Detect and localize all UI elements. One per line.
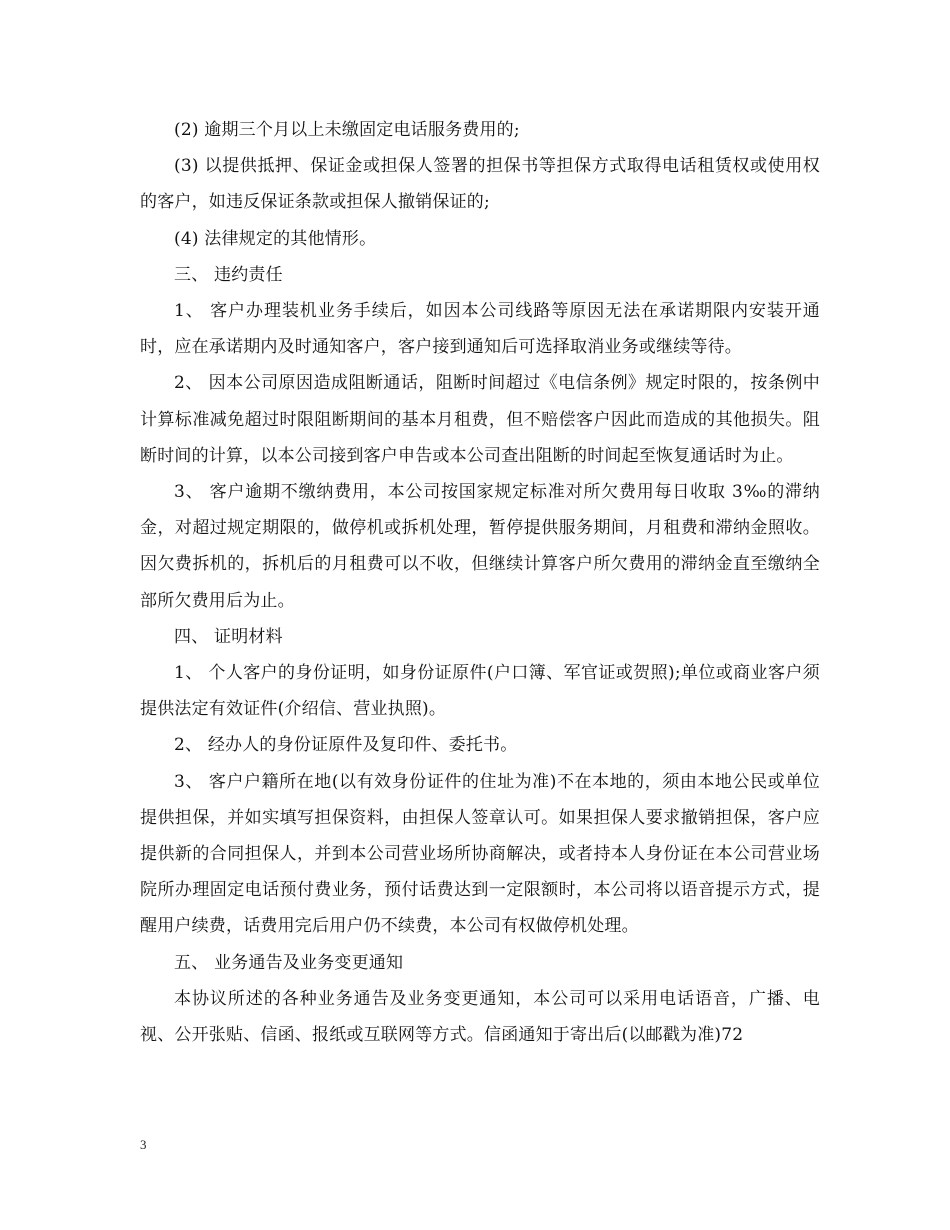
section-heading-documents: 四、 证明材料 — [174, 626, 283, 647]
paragraph-breach-2: 2、 因本公司原因造成阻断通话，阻断时间超过《电信条例》规定时限的，按条例中计算标准减免超过时限阻断期间的基本月租费，但不赔偿客户因此而造成的其他损失。阻断时间的计算，以本公司接到客户申告或本公司查出阻断的时间起至恢复通话时为止。 — [140, 373, 820, 466]
paragraph-documents-3: 3、 客户户籍所在地(以有效身份证件的住址为准)不在本地的，须由本地公民或单位提供担保，并如实填写担保资料，由担保人签章认可。如果担保人要求撤销担保，客户应提供新的合同担保人，并到本公司营业场所协商解决，或者持本人身份证在本公司营业场院所办理固定电话预付费业务，预付话费达到一定限额时，本公司将以语音提示方式，提醒用户续费，话费用完后用户仍不续费，本公司有权做停机处理。 — [140, 771, 820, 937]
paragraph-documents-2: 2、 经办人的身份证原件及复印件、委托书。 — [174, 735, 518, 756]
paragraph-item-2-overdue: (2) 逾期三个月以上未缴固定电话服务费用的; — [174, 120, 520, 140]
paragraph-notices: 本协议所述的各种业务通告及业务变更通知，本公司可以采用电话语音，广播、电视、公开张贴、信函、报纸或互联网等方式。信函通知于寄出后(以邮戳为准)72 — [140, 988, 820, 1046]
paragraph-item-3-guarantee: (3) 以提供抵押、保证金或担保人签署的担保书等担保方式取得电话租赁权或使用权的客户，如违反保证条款或担保人撤销保证的; — [140, 156, 820, 213]
section-heading-notices: 五、 业务通告及业务变更通知 — [174, 952, 404, 973]
paragraph-documents-1: 1、 个人客户的身份证明，如身份证原件(户口簿、军官证或贺照);单位或商业客户须提供法定有效证件(介绍信、营业执照)。 — [140, 663, 820, 720]
page-number: 3 — [140, 1137, 147, 1152]
paragraph-breach-1: 1、 客户办理装机业务手续后，如因本公司线路等原因无法在承诺期限内安装开通时，应在承诺期内及时通知客户，客户接到通知后可选择取消业务或继续等待。 — [140, 301, 820, 358]
document-body — [140, 112, 820, 1053]
paragraph-breach-3: 3、 客户逾期不缴纳费用，本公司按国家规定标准对所欠费用每日收取 3‰的滞纳金，对超过规定期限的，做停机或拆机处理，暂停提供服务期间，月租费和滞纳金照收。因欠费拆机的，拆机后的月租费可以不收，但继续计算客户所欠费用的滞纳金直至缴纳全部所欠费用后为止。 — [140, 482, 820, 611]
section-heading-breach-liability: 三、 违约责任 — [174, 264, 283, 285]
paragraph-item-4-legal: (4) 法律规定的其他情形。 — [174, 228, 377, 249]
